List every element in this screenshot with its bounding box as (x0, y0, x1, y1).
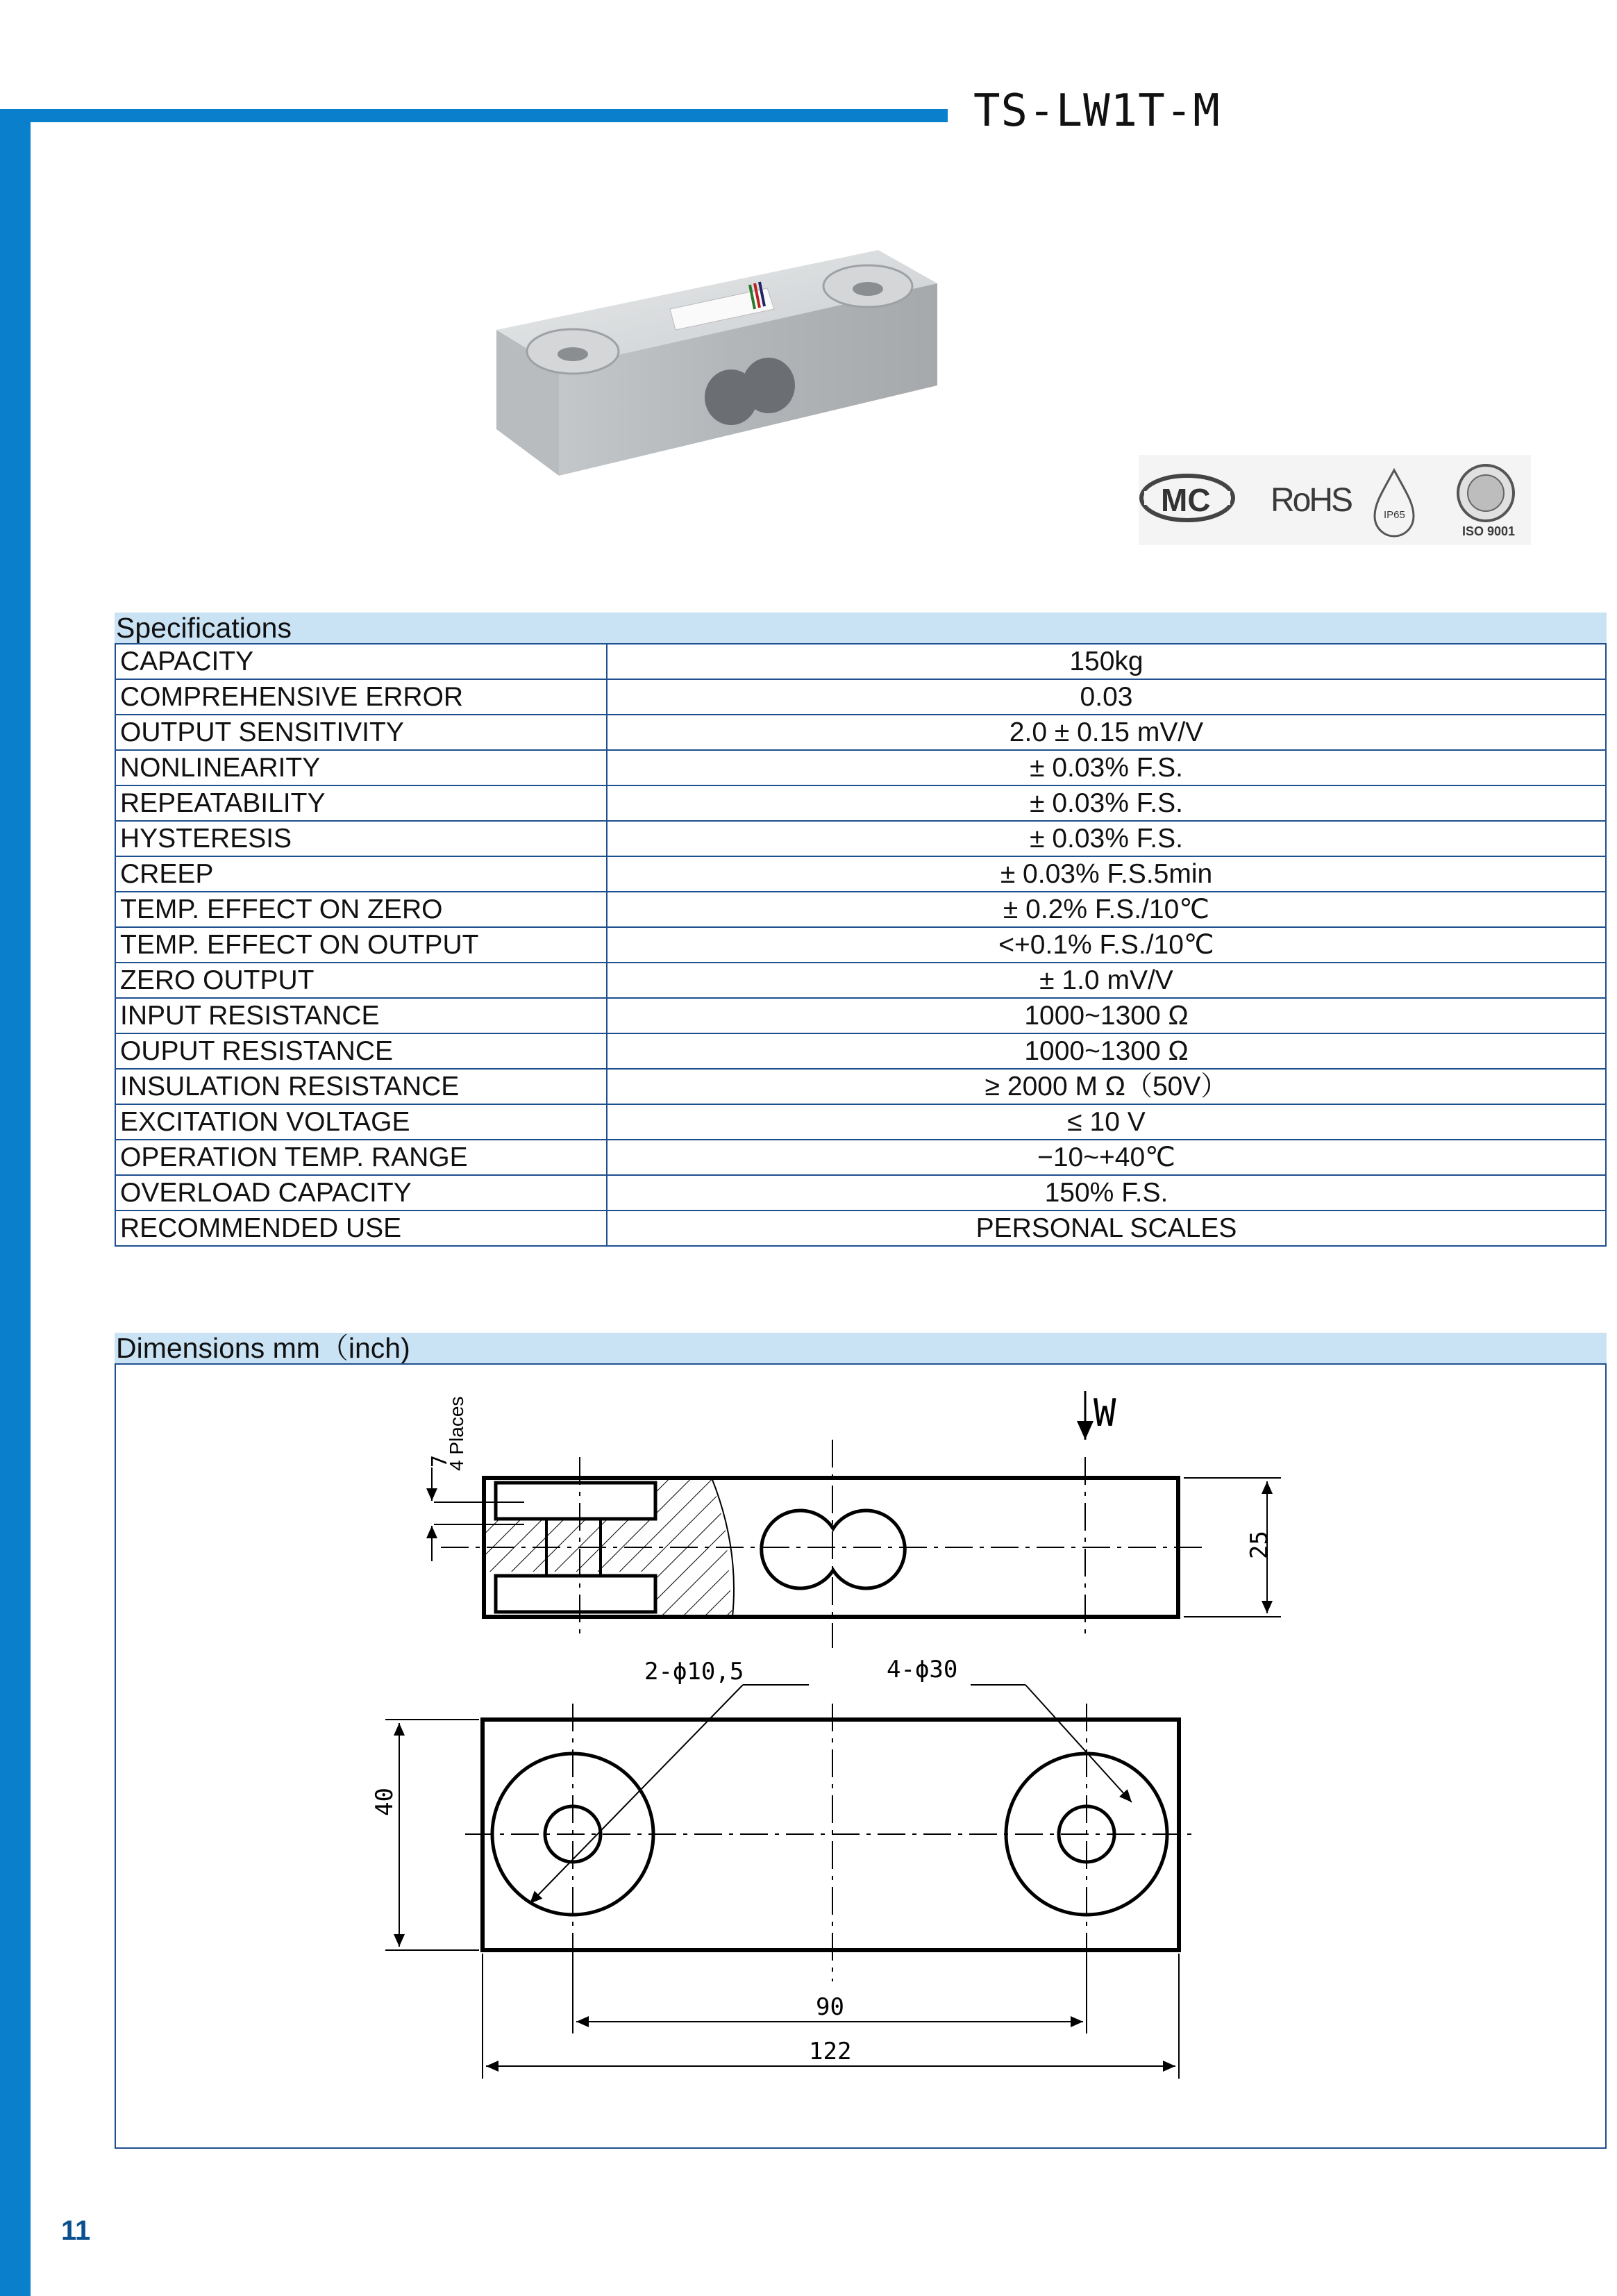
certification-strip (1139, 455, 1531, 545)
spec-value: ± 0.03% F.S. (607, 821, 1606, 856)
spec-value: ± 0.2% F.S./10℃ (607, 892, 1606, 927)
spec-value: ± 1.0 mV/V (607, 963, 1606, 998)
spec-name: INPUT RESISTANCE (115, 998, 607, 1033)
side-view (432, 1391, 1281, 1648)
spec-value: 150kg (607, 644, 1606, 679)
dim-label-width: 40 (371, 1788, 399, 1816)
spec-name: COMPREHENSIVE ERROR (115, 679, 607, 715)
spec-name: EXCITATION VOLTAGE (115, 1104, 607, 1140)
ip65-label: IP65 (1384, 509, 1405, 521)
dimension-drawing (115, 1363, 1607, 2149)
spec-name: TEMP. EFFECT ON ZERO (115, 892, 607, 927)
dim-label-height: 25 (1246, 1531, 1273, 1559)
specifications-table (115, 643, 1607, 1247)
spec-value: 150% F.S. (607, 1175, 1606, 1211)
spec-row (115, 785, 1606, 821)
rohs-label: RoHS (1271, 482, 1352, 519)
dim-label-load: W (1094, 1391, 1116, 1435)
spec-name: ZERO OUTPUT (115, 963, 607, 998)
spec-name: REPEATABILITY (115, 785, 607, 821)
spec-value: 2.0 ± 0.15 mV/V (607, 715, 1606, 750)
spec-name: HYSTERESIS (115, 821, 607, 856)
spec-value: 1000~1300 Ω (607, 1033, 1606, 1069)
spec-row (115, 998, 1606, 1033)
spec-value: ± 0.03% F.S.5min (607, 856, 1606, 892)
spec-value: <+0.1% F.S./10℃ (607, 927, 1606, 963)
spec-row (115, 1033, 1606, 1069)
load-cell-photo (496, 243, 948, 486)
spec-row (115, 1175, 1606, 1211)
spec-row (115, 927, 1606, 963)
spec-row (115, 750, 1606, 785)
iso9001-label: ISO 9001 (1462, 524, 1516, 538)
dim-label-length: 122 (809, 2038, 852, 2065)
dim-label-hole-large: 4-ϕ30 (887, 1656, 958, 1683)
dim-label-hole-small: 2-ϕ10,5 (644, 1658, 744, 1686)
spec-value: PERSONAL SCALES (607, 1211, 1606, 1246)
spec-row (115, 679, 1606, 715)
mc-label: MC (1161, 482, 1211, 518)
page-number: 11 (61, 2215, 91, 2246)
spec-value: 0.03 (607, 679, 1606, 715)
dim-label-thread: 7 (428, 1454, 452, 1467)
spec-value: 1000~1300 Ω (607, 998, 1606, 1033)
spec-name: TEMP. EFFECT ON OUTPUT (115, 927, 607, 963)
spec-name: OUPUT RESISTANCE (115, 1033, 607, 1069)
top-accent-bar (0, 109, 948, 122)
spec-value: −10~+40℃ (607, 1140, 1606, 1175)
dimensions-heading: Dimensions mm（inch) (115, 1333, 1607, 1363)
left-accent-bar (0, 109, 31, 2296)
spec-row (115, 856, 1606, 892)
spec-name: OVERLOAD CAPACITY (115, 1175, 607, 1211)
top-view (385, 1685, 1198, 2079)
spec-row (115, 715, 1606, 750)
ip65-drop-icon (1375, 470, 1414, 536)
spec-name: CREEP (115, 856, 607, 892)
spec-row (115, 1069, 1606, 1104)
spec-row (115, 821, 1606, 856)
dim-label-hole-spacing: 90 (816, 1993, 844, 2021)
dim-label-places: 4 Places (446, 1396, 467, 1471)
spec-name: CAPACITY (115, 644, 607, 679)
spec-name: NONLINEARITY (115, 750, 607, 785)
spec-row (115, 963, 1606, 998)
spec-row (115, 892, 1606, 927)
spec-row (115, 1104, 1606, 1140)
iso9001-seal-icon (1458, 465, 1514, 521)
spec-row (115, 1211, 1606, 1246)
spec-value: ≤ 10 V (607, 1104, 1606, 1140)
spec-name: OUTPUT SENSITIVITY (115, 715, 607, 750)
specifications-heading: Specifications (115, 613, 1607, 643)
spec-value: ± 0.03% F.S. (607, 750, 1606, 785)
spec-value: ≥ 2000 M Ω（50V） (607, 1069, 1606, 1104)
model-title: TS-LW1T-M (973, 85, 1221, 137)
spec-name: INSULATION RESISTANCE (115, 1069, 607, 1104)
spec-row (115, 644, 1606, 679)
spec-value: ± 0.03% F.S. (607, 785, 1606, 821)
spec-name: RECOMMENDED USE (115, 1211, 607, 1246)
spec-name: OPERATION TEMP. RANGE (115, 1140, 607, 1175)
spec-row (115, 1140, 1606, 1175)
